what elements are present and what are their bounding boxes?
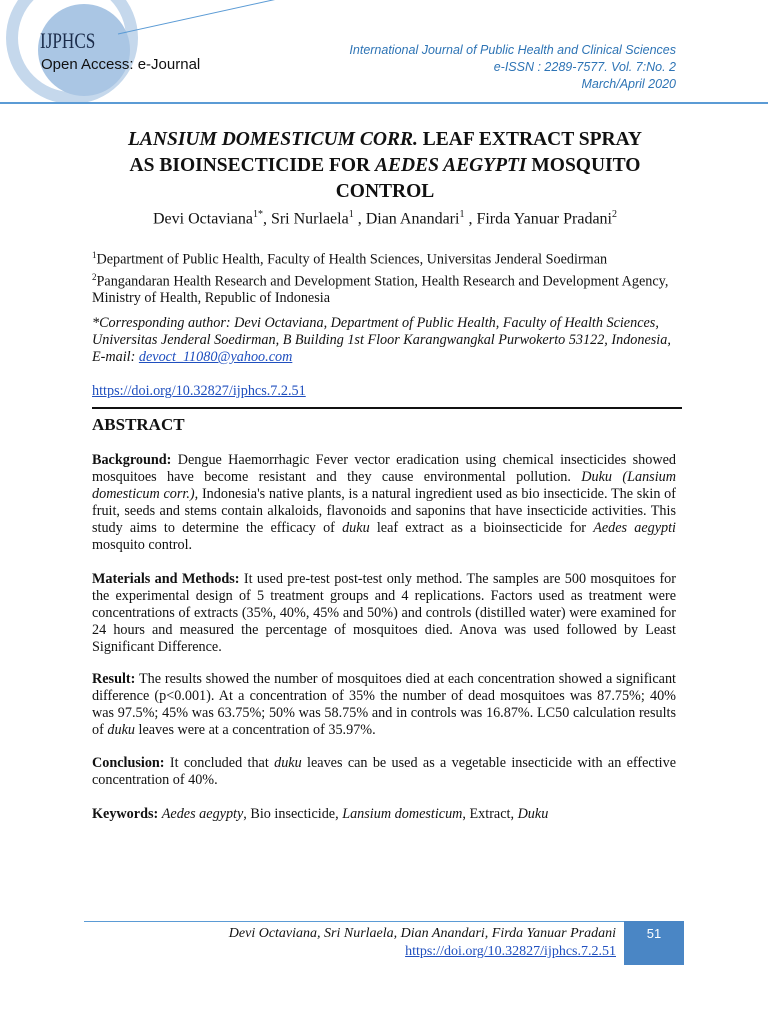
abstract-background: Background: Dengue Haemorrhagic Fever vector eradication using chemical insecticides showed mosquitoes have become resistant and they cause environmental pollution. Duku (Lansium domesticum corr.), Indonesia's native plants, is a natural ingredient used as bio insecticide. The skin of fruit, seeds and stems contain alkaloids, flavonoids and saponins that have insecticide activities. This study aims to determine the efficacy of duku leaf extract as a bioinsecticide for Aedes aegypti mosquito control.: [92, 452, 676, 553]
doi-link[interactable]: https://doi.org/10.32827/ijphcs.7.2.51: [92, 383, 306, 399]
section-divider: [92, 407, 682, 409]
affiliations: [92, 247, 682, 307]
footer-authors: Devi Octaviana, Sri Nurlaela, Dian Anandari, Firda Yanuar Pradani: [228, 926, 616, 941]
title-species: LANSIUM DOMESTICUM CORR.: [128, 129, 418, 150]
affiliation-2: $^2$Pangandaran Health Research and Development Station, Health Research and Development Agency, Ministry of Health, Republic of Indonesia: [92, 271, 669, 307]
title-mosquito: AEDES AEGYPTI: [374, 155, 527, 176]
abstract-heading: ABSTRACT: [92, 415, 185, 434]
header-divider: [0, 102, 768, 104]
journal-logo-subtitle: Open Access: e-Journal: [41, 56, 201, 73]
affiliation-1: $^1$Department of Public Health, Faculty of Health Sciences, Universitas Jenderal Soedirman: [92, 250, 608, 268]
author-list: Devi Octaviana$^{1*}$, Sri Nurlaela$^1$ , Dian Anandari$^1$ , Firda Yanuar Pradani$^2$: [153, 209, 617, 228]
journal-logo-graphic: [0, 0, 300, 110]
journal-name: International Journal of Public Health and Clinical Sciences: [349, 43, 676, 57]
journal-logo-abbr: IJPHCS: [40, 28, 96, 53]
paper-title: LANSIUM DOMESTICUM CORR. LEAF EXTRACT SPRAY AS BIOINSECTICIDE FOR AEDES AEGYPTI MOSQUITO CONTROL: [128, 129, 642, 202]
abstract-conclusion: Conclusion: It concluded that duku leaves can be used as a vegetable insecticide with an effective concentration of 40%.: [92, 755, 676, 788]
doi-link-top: [92, 383, 306, 400]
abstract-methods: Materials and Methods: It used pre-test post-test only method. The samples are 500 mosquitoes for the experimental design of 5 treatment groups and 4 replications. Factors used as treatment were concentrations of extracts (35%, 40%, 45% and 50%) and controls (distilled water) were examined for 24 hours and measured the percentage of mosquitoes died. Anova was used followed by Least Significant Difference.: [92, 571, 676, 655]
journal-header: [349, 42, 676, 93]
journal-date: March/April 2020: [581, 77, 676, 91]
abstract-result: Result: The results showed the number of mosquitoes died at each concentration showed a significant difference (p<0.001). At a concentration of 35% the number of dead mosquitoes was 87.75%; 40% was 97.5%; 45% was 63.75%; 50% was 58.75% and in controls was 16.87%. LC50 calculation results of duku leaves were at a concentration of 35.97%.: [92, 671, 676, 738]
footer-divider: [84, 921, 624, 922]
footer-doi-link[interactable]: https://doi.org/10.32827/ijphcs.7.2.51: [405, 944, 616, 959]
footer-doi: [405, 944, 616, 960]
page-number: 51: [624, 921, 684, 965]
corresponding-author: *Corresponding author: Devi Octaviana, Department of Public Health, Faculty of Health Sciences, Universitas Jenderal Soedirman, B Building 1st Floor Karangwangkal Purwokerto 53122, Indonesia, E-mail: devoct_11080@yahoo.com: [92, 315, 671, 365]
email-link[interactable]: devoct_11080@yahoo.com: [138, 349, 293, 365]
journal-issn: e-ISSN : 2289-7577. Vol. 7:No. 2: [493, 60, 676, 74]
keywords: Keywords: Aedes aegypty, Bio insecticide, Lansium domesticum, Extract, Duku: [92, 806, 549, 822]
